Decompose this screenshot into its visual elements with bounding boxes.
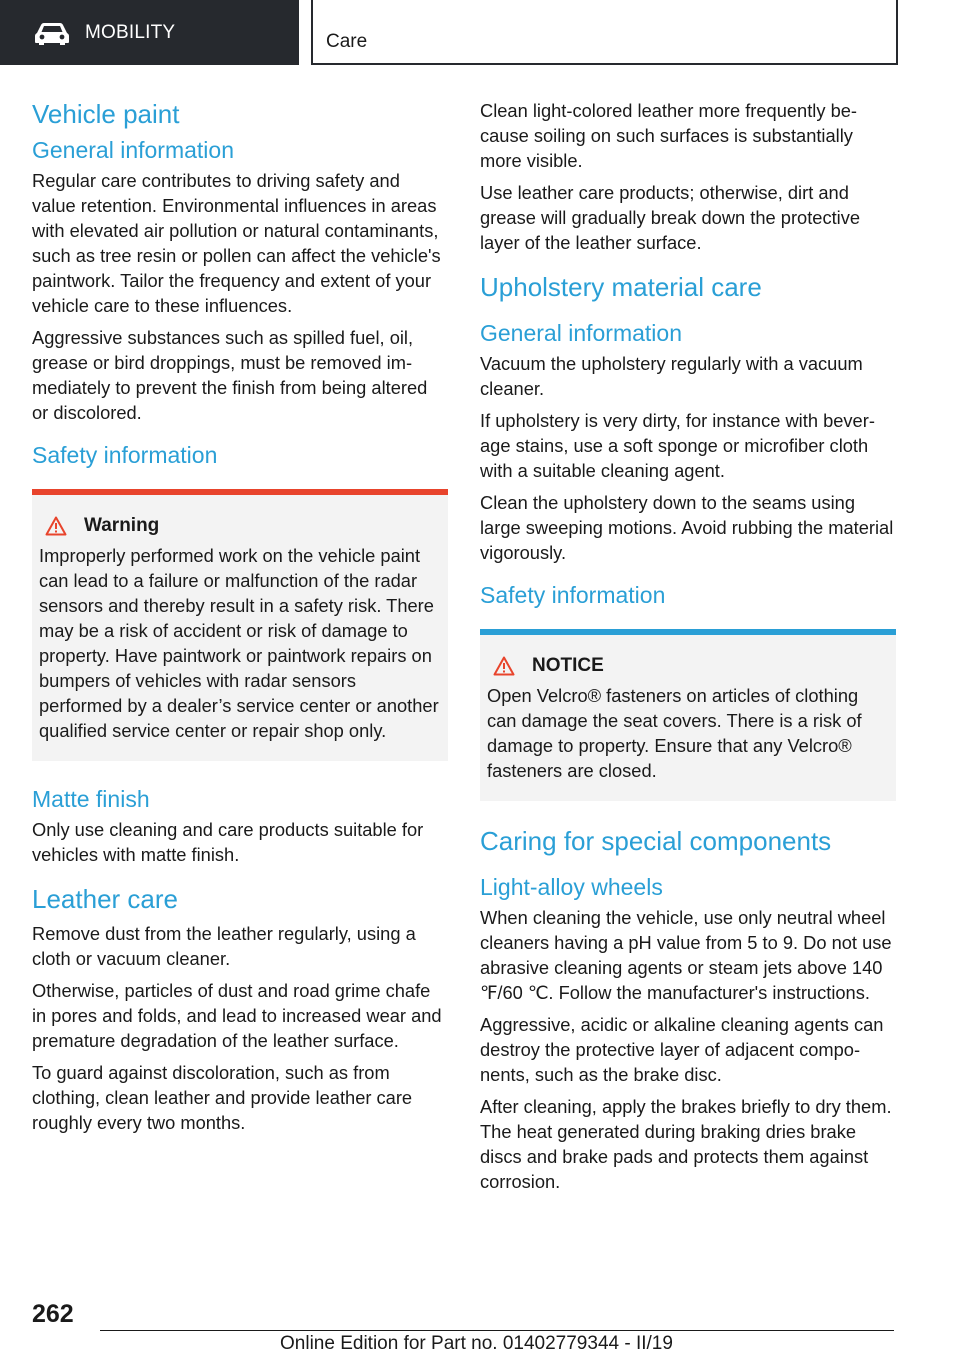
warning-box (32, 489, 448, 761)
paragraph: Clean the upholstery down to the seams using large sweeping motions. Avoid rubbing the material vigorously. (480, 492, 894, 563)
paragraph: Only use cleaning and care products suitable for vehicles with matte finish. (32, 819, 424, 865)
notice-title: NOTICE (532, 655, 604, 676)
paragraph: If upholstery is very dirty, for instance with beverage stains, use a soft sponge or microfiber cloth with a suitable cleaning agent. (480, 410, 875, 481)
paragraph: When cleaning the vehicle, use only neutral wheel cleaners having a pH value from 5 to 9. Do not use abrasive cleaning agents or steam jets above 140 ℉/60 ℃. Follow the manufacturer's instructions. (480, 907, 892, 1003)
paragraph: Aggressive, acidic or alkaline cleaning agents can destroy the protective layer of adjacent components, such as the brake disc. (480, 1014, 884, 1085)
footer-divider (100, 1330, 894, 1331)
paragraph: Aggressive substances such as spilled fuel, oil, grease or bird droppings, must be removed immediately to prevent the finish from being altered or discolored. (32, 327, 428, 423)
paragraph: Use leather care products; otherwise, dirt and grease will gradually break down the protective layer of the leather surface. (480, 182, 861, 253)
footer-edition: Online Edition for Part no. 01402779344 - II/19 (280, 1333, 673, 1354)
warning-triangle-icon (45, 516, 67, 536)
paragraph: Clean light-colored leather more frequently because soiling on such surfaces is substantially more visible. (480, 100, 858, 171)
paragraph: To guard against discoloration, such as from clothing, clean leather and provide leather care roughly every two months. (32, 1062, 413, 1133)
paragraph: Vacuum the upholstery regularly with a vacuum cleaner. (480, 353, 863, 399)
paragraph: After cleaning, apply the brakes briefly to dry them. The heat generated during braking dries brake discs and brake pads and protects them against corrosion. (480, 1096, 892, 1192)
heading-upholstery-care: Upholstery material care (480, 272, 762, 302)
page-number: 262 (32, 1300, 74, 1328)
heading-leather-care: Leather care (32, 884, 178, 914)
paragraph: Regular care contributes to driving safety and value retention. Environmental influences in areas with elevated air pollution or natural contaminants, such as tree resin or pollen can affect the vehicle's paintwork. Tailor the frequency and extent of your vehicle care to these influences. (32, 170, 441, 316)
heading-special-components: Caring for special components (480, 826, 832, 856)
paragraph: Remove dust from the leather regularly, using a cloth or vacuum cleaner. (32, 923, 416, 969)
heading-matte-finish: Matte finish (32, 786, 150, 812)
car-icon (33, 21, 71, 45)
warning-triangle-icon (493, 656, 515, 676)
warning-text: Improperly performed work on the vehicle paint can lead to a failure or malfunction of the radar sensors and thereby result in a safety risk. There may be a risk of accident or risk of damage to property. Have paintwork or paintwork repairs on bumpers of vehicles with radar sensors performed by a dealer’s service center or another qualified service center or repair shop only. (39, 545, 439, 741)
section-label: MOBILITY (85, 21, 176, 43)
right-column (480, 98, 896, 1201)
section-header (0, 0, 299, 65)
chapter-label: Care (326, 31, 368, 52)
warning-title: Warning (84, 515, 160, 536)
heading-safety-information: Safety information (32, 442, 218, 468)
notice-text: Open Velcro® fasteners on articles of clothing can damage the seat covers. There is a risk of damage to property. Ensure that any Velcro® fasteners are closed. (487, 685, 862, 781)
chapter-header (311, 0, 898, 65)
heading-light-alloy-wheels: Light-alloy wheels (480, 874, 663, 900)
heading-safety-information: Safety information (480, 582, 666, 608)
left-column (32, 98, 448, 1142)
heading-general-information: General information (480, 320, 682, 346)
heading-general-information: General information (32, 137, 234, 163)
heading-vehicle-paint: Vehicle paint (32, 99, 180, 129)
paragraph: Otherwise, particles of dust and road grime chafe in pores and folds, and lead to increased wear and premature degradation of the leather surface. (32, 980, 442, 1051)
notice-box (480, 629, 896, 801)
